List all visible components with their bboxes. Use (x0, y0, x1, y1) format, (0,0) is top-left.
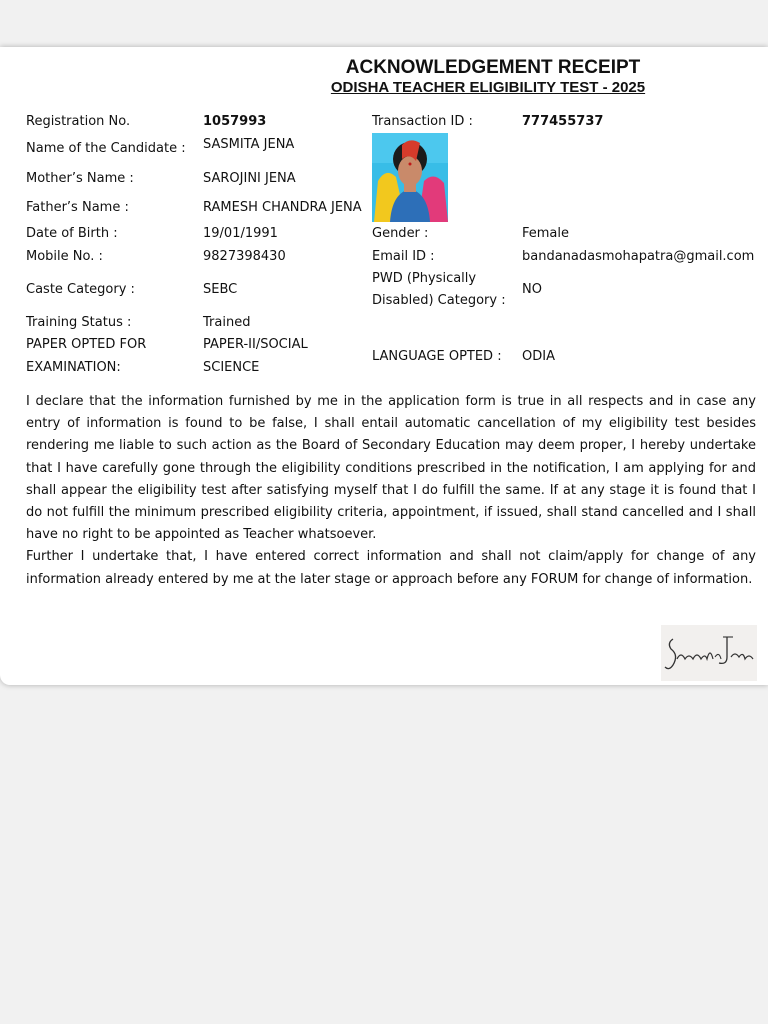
declaration-paragraph: Further I undertake that, I have entered correct information and shall not claim/apply for change of any information already entered by me at the later stage or approach before any FORUM for change of information. (26, 549, 756, 587)
father-name-label: Father’s Name : (26, 200, 129, 215)
mother-name-value: SAROJINI JENA (203, 171, 296, 186)
declaration-text (26, 391, 756, 591)
paper-label: PAPER OPTED FOR (26, 337, 147, 352)
caste-value: SEBC (203, 282, 238, 297)
gender-value: Female (522, 226, 570, 241)
registration-no-value: 1057993 (203, 114, 267, 129)
exam-title: ODISHA TEACHER ELIGIBILITY TEST - 2025 (330, 79, 646, 96)
paper-value: SCIENCE (203, 360, 260, 375)
candidate-signature (661, 625, 757, 681)
declaration-paragraph: I declare that the information furnished by me in the application form is true in all respects and in case any entry of information is found to be false, I shall entail automatic cancellation of my eligibility test besides rendering me liable to such action as the Board of Secondary Education may deem proper, I hereby undertake that I have carefully gone through the eligibility conditions prescribed in the notification, I am applying for and shall appear the eligibility test after satisfying myself that I do fulfill the same. If at any stage it is found that I do not fulfill the minimum prescribed eligibility criteria, appointment, if issued, shall stand cancelled and I shall have no right to be appointed as Teacher whatsoever. (26, 394, 756, 543)
paper-value: PAPER-II/SOCIAL (203, 337, 308, 352)
caste-label: Caste Category : (26, 282, 135, 297)
receipt-title: ACKNOWLEDGEMENT RECEIPT (345, 57, 641, 78)
email-label: Email ID : (372, 249, 435, 264)
mother-name-label: Mother’s Name : (26, 171, 134, 186)
registration-no-label: Registration No. (26, 114, 131, 129)
transaction-id-label: Transaction ID : (372, 114, 473, 129)
email-value: bandanadasmohapatra@gmail.com (522, 249, 755, 264)
training-value: Trained (203, 315, 251, 330)
pwd-label: PWD (Physically (372, 271, 477, 286)
candidate-name-value: SASMITA JENA (203, 137, 295, 152)
dob-label: Date of Birth : (26, 226, 118, 241)
mobile-value: 9827398430 (203, 249, 286, 264)
dob-value: 19/01/1991 (203, 226, 278, 241)
language-label: LANGUAGE OPTED : (372, 349, 502, 364)
candidate-name-label: Name of the Candidate : (26, 141, 186, 156)
pwd-label: Disabled) Category : (372, 293, 506, 308)
language-value: ODIA (522, 349, 555, 364)
candidate-photo (372, 133, 448, 222)
paper-label: EXAMINATION: (26, 360, 121, 375)
transaction-id-value: 777455737 (522, 114, 604, 129)
father-name-value: RAMESH CHANDRA JENA (203, 200, 362, 215)
pwd-value: NO (522, 282, 542, 297)
gender-label: Gender : (372, 226, 429, 241)
mobile-label: Mobile No. : (26, 249, 103, 264)
training-label: Training Status : (26, 315, 132, 330)
